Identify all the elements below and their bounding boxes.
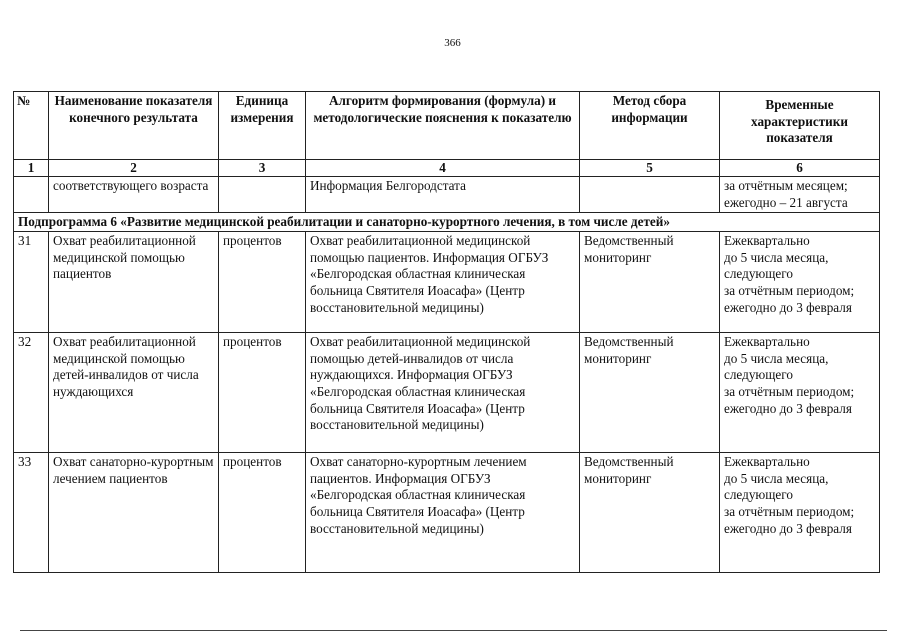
continued-row xyxy=(14,177,880,213)
timing-line: ежегодно до 3 февраля xyxy=(724,400,852,416)
cell-timing xyxy=(720,232,880,333)
header-algorithm: Алгоритм формирования (формула) и методологические пояснения к показателю xyxy=(306,92,580,160)
cell-algorithm: Охват реабилитационной медицинской помощью пациентов. Информация ОГБУЗ «Белгородская областная клиническая больница Святителя Иоасафа» (Центр восстановительной медицины) xyxy=(306,232,580,333)
table-header-row xyxy=(14,92,880,160)
cell-num xyxy=(14,177,49,213)
cell-name: Охват санаторно-курортным лечением пациентов xyxy=(49,453,219,573)
timing-line: ежегодно до 3 февраля xyxy=(724,299,852,315)
timing-line: за отчётным периодом; xyxy=(724,503,855,519)
column-number: 5 xyxy=(580,160,720,177)
timing-line: за отчётным периодом; xyxy=(724,282,855,298)
cell-unit: процентов xyxy=(219,333,306,453)
section-row xyxy=(14,213,880,232)
cell-name: соответствующего возраста xyxy=(49,177,219,213)
cell-algorithm: Охват санаторно-курортным лечением пациентов. Информация ОГБУЗ «Белгородская областная клиническая больница Святителя Иоасафа» (Центр восстановительной медицины) xyxy=(306,453,580,573)
cell-name: Охват реабилитационной медицинской помощью пациентов xyxy=(49,232,219,333)
timing-line: до 5 числа месяца, следующего xyxy=(724,350,829,383)
timing-line: до 5 числа месяца, следующего xyxy=(724,249,829,282)
timing-line: ежегодно до 3 февраля xyxy=(724,520,852,536)
page-number: 366 xyxy=(444,37,461,49)
cell-name: Охват реабилитационной медицинской помощью детей-инвалидов от числа нуждающихся xyxy=(49,333,219,453)
header-num: № xyxy=(14,92,49,160)
section-title: Подпрограмма 6 «Развитие медицинской реабилитации и санаторно-курортного лечения, в том числе детей» xyxy=(14,213,880,232)
cell-num: 31 xyxy=(14,232,49,333)
timing-line: Ежеквартально xyxy=(724,334,810,350)
header-name: Наименование показателя конечного результата xyxy=(49,92,219,160)
column-number: 3 xyxy=(219,160,306,177)
column-number-row xyxy=(14,160,880,177)
table-row xyxy=(14,232,880,333)
timing-line: до 5 числа месяца, следующего xyxy=(724,470,829,503)
timing-line: Ежеквартально xyxy=(724,454,810,470)
cell-unit xyxy=(219,177,306,213)
cell-timing xyxy=(720,453,880,573)
table-row xyxy=(14,333,880,453)
cell-method: Ведомственный мониторинг xyxy=(580,232,720,333)
header-timing: Временные характеристики показателя xyxy=(720,92,880,160)
timing-line: Ежеквартально xyxy=(724,233,810,249)
cell-unit: процентов xyxy=(219,232,306,333)
cell-num: 32 xyxy=(14,333,49,453)
column-number: 1 xyxy=(14,160,49,177)
cell-unit: процентов xyxy=(219,453,306,573)
cell-algorithm: Информация Белгородстата xyxy=(306,177,580,213)
header-unit: Единица измерения xyxy=(219,92,306,160)
table-row xyxy=(14,453,880,573)
cell-method xyxy=(580,177,720,213)
cell-method: Ведомственный мониторинг xyxy=(580,333,720,453)
cell-timing xyxy=(720,333,880,453)
indicators-table xyxy=(13,91,880,573)
bottom-rule xyxy=(20,630,887,631)
timing-line: за отчётным периодом; xyxy=(724,383,855,399)
cell-num: 33 xyxy=(14,453,49,573)
header-method: Метод сбора информации xyxy=(580,92,720,160)
column-number: 2 xyxy=(49,160,219,177)
column-number: 6 xyxy=(720,160,880,177)
cell-timing: за отчётным месяцем; ежегодно – 21 августа xyxy=(720,177,880,213)
cell-algorithm: Охват реабилитационной медицинской помощью детей-инвалидов от числа нуждающихся. Информация ОГБУЗ «Белгородская областная клиническая больница Святителя Иоасафа» (Центр восстановительной медицины) xyxy=(306,333,580,453)
cell-method: Ведомственный мониторинг xyxy=(580,453,720,573)
column-number: 4 xyxy=(306,160,580,177)
